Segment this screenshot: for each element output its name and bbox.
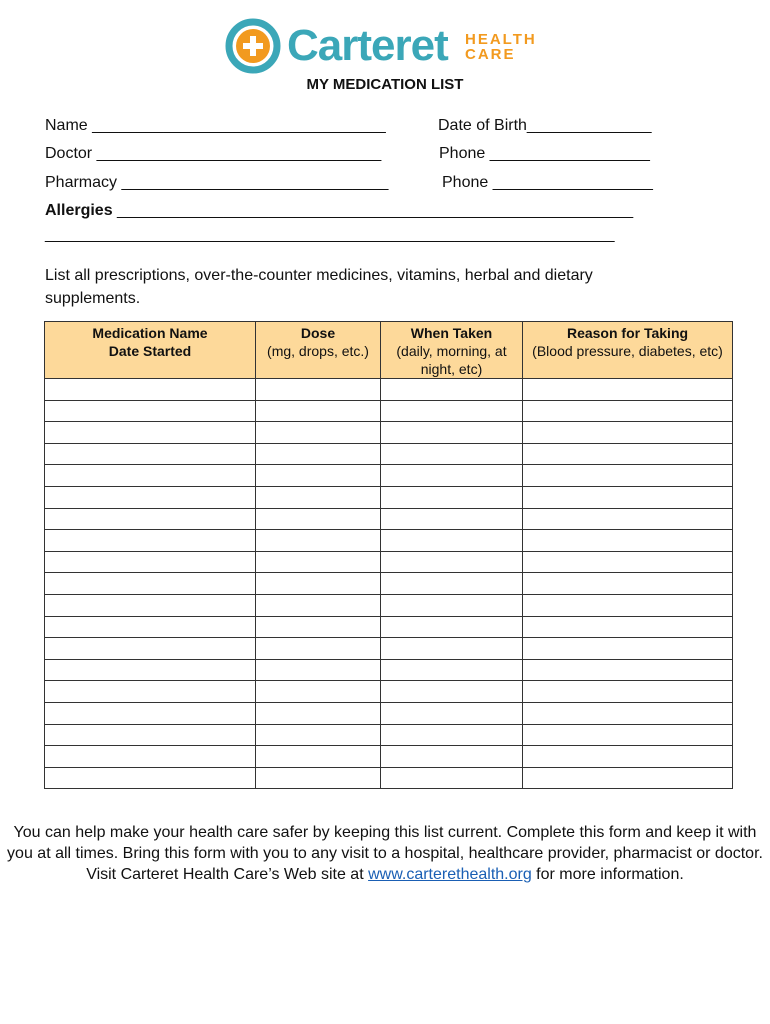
table-row bbox=[45, 594, 733, 616]
table-cell[interactable] bbox=[256, 465, 381, 487]
table-row bbox=[45, 616, 733, 638]
medication-table bbox=[44, 321, 733, 789]
doctor-field[interactable]: Doctor ________________________________ bbox=[45, 145, 382, 162]
table-row bbox=[45, 573, 733, 595]
col-dose bbox=[256, 322, 381, 379]
table-cell[interactable] bbox=[45, 422, 256, 444]
table-cell[interactable] bbox=[256, 530, 381, 552]
table-cell[interactable] bbox=[523, 508, 733, 530]
table-cell[interactable] bbox=[256, 746, 381, 768]
table-row bbox=[45, 465, 733, 487]
col-subtitle: Date Started bbox=[108, 343, 192, 359]
table-cell[interactable] bbox=[381, 508, 523, 530]
table-cell[interactable] bbox=[256, 551, 381, 573]
phone-field-1[interactable]: Phone __________________ bbox=[439, 145, 650, 162]
table-cell[interactable] bbox=[381, 379, 523, 401]
table-cell[interactable] bbox=[45, 443, 256, 465]
table-cell[interactable] bbox=[45, 530, 256, 552]
table-cell[interactable] bbox=[523, 746, 733, 768]
table-cell[interactable] bbox=[256, 681, 381, 703]
table-row bbox=[45, 486, 733, 508]
table-cell[interactable] bbox=[381, 530, 523, 552]
table-cell[interactable] bbox=[256, 616, 381, 638]
table-cell[interactable] bbox=[523, 724, 733, 746]
footer-text bbox=[0, 822, 770, 885]
table-cell[interactable] bbox=[256, 486, 381, 508]
table-row bbox=[45, 422, 733, 444]
page-title: MY MEDICATION LIST bbox=[306, 76, 464, 93]
table-cell[interactable] bbox=[381, 486, 523, 508]
table-cell[interactable] bbox=[45, 638, 256, 660]
table-cell[interactable] bbox=[256, 767, 381, 789]
table-cell[interactable] bbox=[45, 594, 256, 616]
table-row bbox=[45, 681, 733, 703]
table-cell[interactable] bbox=[381, 767, 523, 789]
logo-wordmark: Carteret bbox=[287, 21, 448, 70]
table-cell[interactable] bbox=[523, 443, 733, 465]
col-subtitle: (mg, drops, etc.) bbox=[267, 343, 369, 359]
table-row bbox=[45, 767, 733, 789]
logo-sub-care: CARE bbox=[465, 46, 516, 63]
table-row bbox=[45, 659, 733, 681]
table-cell[interactable] bbox=[45, 486, 256, 508]
table-cell[interactable] bbox=[523, 486, 733, 508]
intro-text: List all prescriptions, over-the-counter medicines, vitamins, herbal and dietary supplements. bbox=[45, 267, 593, 307]
footer-text-end: for more information. bbox=[531, 866, 684, 883]
table-cell[interactable] bbox=[256, 508, 381, 530]
name-row bbox=[45, 117, 652, 135]
table-cell[interactable] bbox=[523, 400, 733, 422]
table-cell[interactable] bbox=[523, 379, 733, 401]
table-body bbox=[45, 379, 733, 789]
table-row bbox=[45, 508, 733, 530]
table-cell[interactable] bbox=[45, 659, 256, 681]
table-cell[interactable] bbox=[256, 659, 381, 681]
col-title: Reason for Taking bbox=[566, 325, 689, 341]
col-when-taken bbox=[381, 322, 523, 379]
logo bbox=[225, 18, 537, 76]
col-title: When Taken bbox=[410, 325, 493, 341]
table-cell[interactable] bbox=[256, 638, 381, 660]
pharmacy-field[interactable]: Pharmacy ______________________________ bbox=[45, 174, 389, 191]
table-cell[interactable] bbox=[45, 508, 256, 530]
table-cell[interactable] bbox=[381, 422, 523, 444]
col-reason bbox=[523, 322, 733, 379]
table-cell[interactable] bbox=[45, 746, 256, 768]
table-cell[interactable] bbox=[381, 616, 523, 638]
table-cell[interactable] bbox=[523, 573, 733, 595]
table-cell[interactable] bbox=[381, 573, 523, 595]
table-cell[interactable] bbox=[523, 616, 733, 638]
table-cell[interactable] bbox=[45, 379, 256, 401]
table-row bbox=[45, 551, 733, 573]
col-title: Medication Name bbox=[92, 325, 208, 341]
table-cell[interactable] bbox=[256, 379, 381, 401]
table-cell[interactable] bbox=[45, 400, 256, 422]
table-cell[interactable] bbox=[381, 400, 523, 422]
table-cell[interactable] bbox=[523, 702, 733, 724]
allergies-row bbox=[45, 202, 633, 220]
table-cell[interactable] bbox=[523, 551, 733, 573]
table-cell[interactable] bbox=[381, 659, 523, 681]
table-row bbox=[45, 702, 733, 724]
col-medication-name bbox=[45, 322, 256, 379]
table-cell[interactable] bbox=[45, 551, 256, 573]
pharmacy-row bbox=[45, 174, 653, 192]
table-row bbox=[45, 443, 733, 465]
allergies-label: Allergies bbox=[45, 202, 113, 219]
table-cell[interactable] bbox=[256, 400, 381, 422]
col-title: Dose bbox=[300, 325, 336, 341]
table-row bbox=[45, 400, 733, 422]
logo-subtitle bbox=[465, 32, 537, 62]
col-subtitle: (Blood pressure, diabetes, etc) bbox=[532, 343, 723, 359]
table-cell[interactable] bbox=[256, 702, 381, 724]
table-row bbox=[45, 379, 733, 401]
table-cell[interactable] bbox=[523, 638, 733, 660]
footer-text-part: You can help make your health care safer by keeping this list current. Complete this form and keep it with you at all times. Bring this form with you to any visit to a hospital, healthcare provider, pharmacist or doctor. Visit Carteret Health Care’s Web site at bbox=[7, 824, 763, 883]
table-cell[interactable] bbox=[523, 594, 733, 616]
table-cell[interactable] bbox=[381, 465, 523, 487]
table-cell[interactable] bbox=[381, 594, 523, 616]
table-cell[interactable] bbox=[523, 681, 733, 703]
doctor-row bbox=[45, 145, 650, 163]
website-link[interactable]: www.carterethealth.org bbox=[368, 866, 532, 883]
phone-field-2[interactable]: Phone __________________ bbox=[442, 174, 653, 191]
table-cell[interactable] bbox=[523, 530, 733, 552]
table-cell[interactable] bbox=[256, 594, 381, 616]
name-field[interactable]: Name _________________________________ bbox=[45, 117, 386, 134]
table-header-row bbox=[45, 322, 733, 379]
plus-cross-icon bbox=[225, 18, 281, 74]
table-cell[interactable] bbox=[523, 422, 733, 444]
table-cell[interactable] bbox=[523, 659, 733, 681]
table-cell[interactable] bbox=[256, 443, 381, 465]
table-cell[interactable] bbox=[381, 702, 523, 724]
table-cell[interactable] bbox=[381, 724, 523, 746]
table-cell[interactable] bbox=[381, 746, 523, 768]
table-cell[interactable] bbox=[45, 702, 256, 724]
logo-sub-health: HEALTH bbox=[465, 31, 537, 48]
allergies-row-2 bbox=[45, 226, 615, 244]
dob-field[interactable]: Date of Birth______________ bbox=[438, 117, 652, 134]
col-subtitle: (daily, morning, at night, etc) bbox=[396, 343, 507, 377]
table-row bbox=[45, 530, 733, 552]
table-cell[interactable] bbox=[523, 767, 733, 789]
table-cell[interactable] bbox=[45, 724, 256, 746]
table-row bbox=[45, 724, 733, 746]
table-cell[interactable] bbox=[45, 681, 256, 703]
allergies-field-2[interactable]: ________________________________________________________________ bbox=[45, 226, 615, 243]
table-row bbox=[45, 638, 733, 660]
allergies-field[interactable]: __________________________________________________________ bbox=[112, 202, 634, 219]
table-cell[interactable] bbox=[45, 616, 256, 638]
table-cell[interactable] bbox=[381, 638, 523, 660]
table-row bbox=[45, 746, 733, 768]
table-cell[interactable] bbox=[256, 573, 381, 595]
table-cell[interactable] bbox=[523, 465, 733, 487]
table-cell[interactable] bbox=[45, 573, 256, 595]
table-cell[interactable] bbox=[381, 551, 523, 573]
table-cell[interactable] bbox=[45, 767, 256, 789]
table-cell[interactable] bbox=[45, 465, 256, 487]
table-cell[interactable] bbox=[256, 422, 381, 444]
table-cell[interactable] bbox=[256, 724, 381, 746]
table-cell[interactable] bbox=[381, 443, 523, 465]
table-cell[interactable] bbox=[381, 681, 523, 703]
